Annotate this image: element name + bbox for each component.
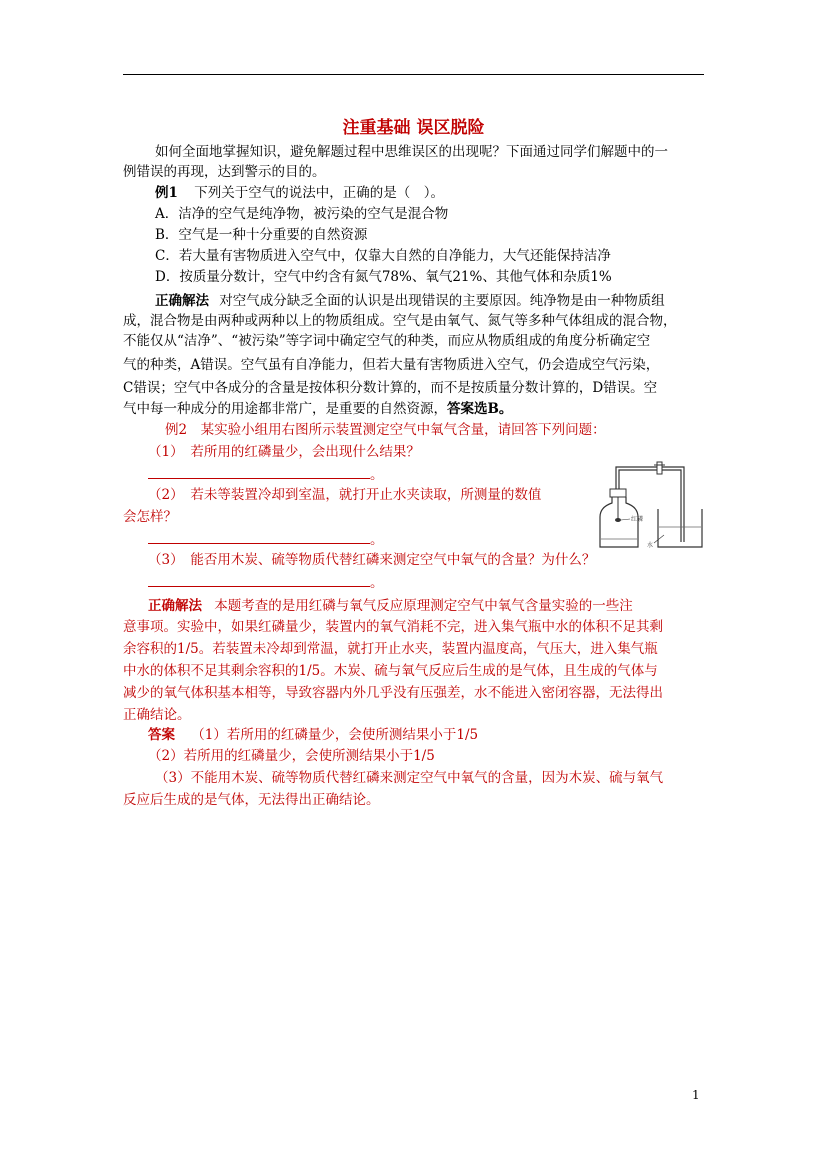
example1-analysis-line-3: 不能仅从“洁净”、“被污染”等字词中确定空气的种类，而应从物质组成的角度分析确定空 (123, 333, 651, 349)
header-rule (123, 74, 704, 75)
example1-analysis-label: 正确解法 (155, 293, 209, 309)
example2-answer-line-1: 答案 （1）若所用的红磷量少，会使所测结果小于1/5 (148, 727, 479, 743)
example2-analysis-line-6: 正确结论。 (123, 707, 191, 723)
example2-answer-line-2: （2）若所用的红磷量少，会使所测结果小于1/5 (148, 748, 435, 764)
example1-analysis-line-6: 气中每一种成分的用途都非常广，是重要的自然资源，答案选B。 (123, 401, 513, 417)
page-number: 1 (692, 1088, 700, 1102)
example1-label: 例1 (155, 185, 178, 201)
page-title: 注重基础 误区脱险 (342, 118, 485, 138)
example1-analysis-line-4: 气的种类，A错误。空气虽有自净能力，但若大量有害物质进入空气，仍会造成空气污染， (123, 357, 660, 373)
example2-analysis-line-3: 余容积的1/5。若装置未冷却到常温，就打开止水夹，装置内温度高，气压大，进入集气瓶 (123, 641, 658, 657)
example1-analysis-line-1: 正确解法 对空气成分缺乏全面的认识是出现错误的主要原因。纯净物是由一种物质组 (155, 293, 665, 309)
example2-analysis-label: 正确解法 (148, 598, 202, 614)
example2-answer-label: 答案 (148, 727, 175, 743)
figure-label-phosphorus: 红磷 (631, 516, 644, 523)
example2-analysis-line-4: 中水的体积不足其剩余容积的1/5。木炭、硫与氧气反应后生成的是气体，且生成的气体与 (123, 663, 658, 679)
apparatus-figure (594, 457, 706, 551)
option-c: C．若大量有害物质进入空气中，仅靠大自然的自净能力，大气还能保持洁净 (155, 248, 611, 264)
example2-analysis-line-1: 正确解法 本题考查的是用红磷与氧气反应原理测定空气中氧气含量实验的一些注 (148, 598, 633, 614)
intro-line-1: 如何全面地掌握知识，避免解题过程中思维误区的出现呢？下面通过同学们解题中的一 (155, 144, 668, 160)
example2-q2b: 会怎样？ (123, 509, 177, 525)
example1-question: 下列关于空气的说法中，正确的是（ ）。 (194, 185, 444, 201)
example2-q3-answer-line: 。 (148, 572, 384, 593)
example2-answer-line-4: 反应后生成的是气体，无法得出正确结论。 (123, 792, 380, 808)
example2-analysis-line-5: 减少的氧气体积基本相等，导致容器内外几乎没有压强差，水不能进入密闭容器，无法得出 (123, 685, 663, 701)
example1-answer: 答案选B。 (447, 401, 513, 417)
option-d: D．按质量分数计，空气中约含有氮气78%、氧气21%、其他气体和杂质1% (155, 269, 612, 285)
answer-blank-1 (148, 464, 370, 479)
option-b: B．空气是一种十分重要的自然资源 (155, 227, 368, 243)
example1-analysis-line-5: C错误；空气中各成分的含量是按体积分数计算的，而不是按质量分数计算的，D错误。空 (123, 380, 658, 396)
intro-line-2: 例错误的再现，达到警示的目的。 (123, 164, 326, 180)
example2-q2-answer-line: 。 (148, 529, 384, 550)
example2-q3: （3） 能否用木炭、硫等物质代替红磷来测定空气中氧气的含量？为什么？ (148, 552, 596, 568)
example1-analysis-line-2: 成，混合物是由两种或两种以上的物质组成。空气是由氧气、氮气等多种气体组成的混合物， (123, 313, 677, 329)
example1-question-line (155, 183, 444, 203)
answer-blank-2 (148, 529, 370, 544)
example2-q2a: （2） 若未等装置冷却到室温，就打开止水夹读取，所测量的数值 (148, 487, 542, 503)
option-a: A．洁净的空气是纯净物，被污染的空气是混合物 (155, 206, 449, 222)
example2-answer-line-3: （3）不能用木炭、硫等物质代替红磷来测定空气中氧气的含量，因为木炭、硫与氧气 (155, 770, 664, 786)
figure-label-water: 水 (647, 542, 654, 549)
answer-blank-3 (148, 572, 370, 587)
example2-q1: （1） 若所用的红磷量少，会出现什么结果？ (148, 444, 420, 460)
example2-analysis-line-2: 意事项。实验中，如果红磷量少，装置内的氧气消耗不完，进入集气瓶中水的体积不足其剩 (123, 619, 663, 635)
example2-q1-answer-line: 。 (148, 464, 384, 485)
example2-intro: 例2 某实验小组用右图所示装置测定空气中氧气含量，请回答下列问题： (165, 422, 606, 438)
